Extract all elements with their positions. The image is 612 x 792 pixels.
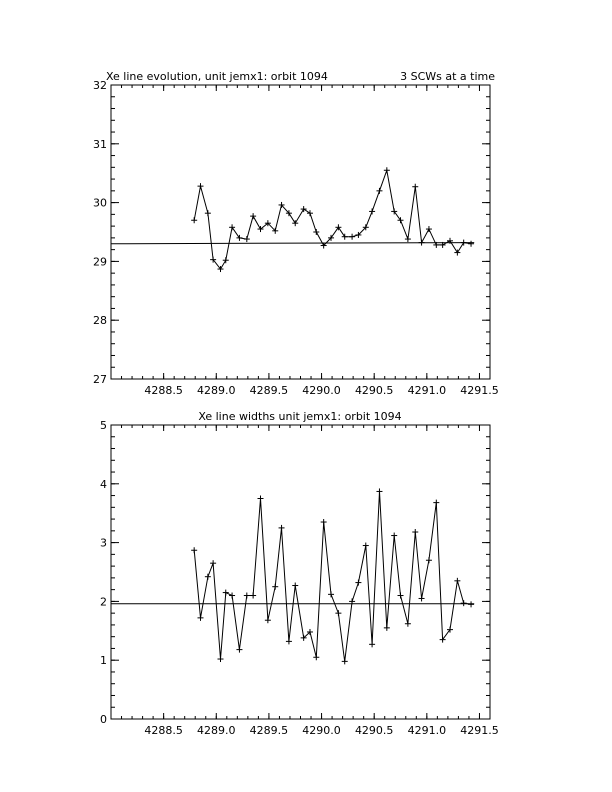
data-point-marker <box>313 229 319 235</box>
x-tick-label: 4291.0 <box>407 724 447 737</box>
data-point-marker <box>376 188 382 194</box>
data-point-marker <box>342 658 348 664</box>
data-point-marker <box>376 488 382 494</box>
data-point-marker <box>461 600 467 606</box>
tick-labels <box>93 79 499 397</box>
data-point-marker <box>307 210 313 216</box>
data-point-marker <box>349 234 355 240</box>
x-tick-label: 4290.5 <box>354 724 394 737</box>
x-tick-label: 4289.5 <box>249 724 289 737</box>
data-point-marker <box>454 578 460 584</box>
data-point-marker <box>355 580 361 586</box>
data-point-marker <box>250 213 256 219</box>
data-point-marker <box>412 184 418 190</box>
x-tick-label: 4291.5 <box>460 724 499 737</box>
data-point-marker <box>412 529 418 535</box>
data-point-marker <box>217 656 223 662</box>
data-point-marker <box>197 183 203 189</box>
y-tick-label: 1 <box>100 654 107 668</box>
y-tick-label: 5 <box>100 419 107 432</box>
y-tick-label: 4 <box>100 477 107 491</box>
x-tick-label: 4290.5 <box>354 384 394 397</box>
x-tick-label: 4289.0 <box>197 384 236 397</box>
data-point-marker <box>419 240 425 246</box>
data-point-marker <box>244 236 250 242</box>
y-tick-label: 31 <box>93 137 107 151</box>
data-point-marker <box>265 617 271 623</box>
x-tick-label: 4288.5 <box>144 384 183 397</box>
data-point-marker <box>210 560 216 566</box>
x-tick-label: 4288.5 <box>144 724 183 737</box>
axis-ticks <box>111 85 490 379</box>
x-tick-label: 4291.5 <box>460 384 499 397</box>
y-tick-label: 2 <box>100 595 107 609</box>
x-tick-label: 4290.0 <box>302 384 341 397</box>
data-markers <box>191 488 474 664</box>
plot-frame <box>111 85 490 379</box>
data-point-marker <box>461 240 467 246</box>
data-point-marker <box>191 547 197 553</box>
data-point-marker <box>197 615 203 621</box>
data-point-marker <box>301 206 307 212</box>
data-point-marker <box>335 224 341 230</box>
y-tick-label: 3 <box>100 536 107 550</box>
chart-title-right: 3 SCWs at a time <box>400 70 495 83</box>
data-point-marker <box>244 593 250 599</box>
data-point-marker <box>363 543 369 549</box>
data-point-marker <box>286 638 292 644</box>
data-point-marker <box>191 217 197 223</box>
data-point-marker <box>405 236 411 242</box>
data-point-marker <box>468 241 474 247</box>
xe-line-evolution-chart <box>93 70 499 397</box>
y-tick-label: 30 <box>93 196 107 210</box>
data-point-marker <box>321 519 327 525</box>
data-point-marker <box>292 220 298 226</box>
data-point-marker <box>391 533 397 539</box>
data-point-marker <box>250 593 256 599</box>
xe-line-widths-chart <box>100 410 499 737</box>
data-point-marker <box>223 257 229 263</box>
y-tick-label: 32 <box>93 79 107 92</box>
data-point-marker <box>369 208 375 214</box>
data-point-marker <box>342 234 348 240</box>
data-point-marker <box>236 647 242 653</box>
data-point-marker <box>279 525 285 531</box>
series-line <box>194 491 471 661</box>
data-point-marker <box>229 224 235 230</box>
data-point-marker <box>205 574 211 580</box>
data-point-marker <box>313 654 319 660</box>
data-point-marker <box>205 210 211 216</box>
x-tick-label: 4290.0 <box>302 724 341 737</box>
y-tick-label: 0 <box>100 713 107 726</box>
data-point-marker <box>419 595 425 601</box>
data-point-marker <box>468 601 474 607</box>
tick-labels <box>100 419 499 737</box>
data-point-marker <box>398 593 404 599</box>
data-point-marker <box>426 557 432 563</box>
x-tick-label: 4291.0 <box>407 384 447 397</box>
y-tick-label: 28 <box>93 314 107 328</box>
data-markers <box>191 167 474 272</box>
data-point-marker <box>433 500 439 506</box>
data-point-marker <box>454 250 460 256</box>
y-tick-label: 27 <box>93 373 107 386</box>
data-point-marker <box>426 226 432 232</box>
data-point-marker <box>223 590 229 596</box>
axis-ticks <box>111 425 490 719</box>
data-point-marker <box>384 167 390 173</box>
data-point-marker <box>384 625 390 631</box>
x-tick-label: 4289.5 <box>249 384 289 397</box>
data-point-marker <box>272 584 278 590</box>
plot-frame <box>111 425 490 719</box>
chart-title: Xe line widths unit jemx1: orbit 1094 <box>198 410 402 423</box>
chart-title-left: Xe line evolution, unit jemx1: orbit 1094 <box>106 70 328 83</box>
data-point-marker <box>369 641 375 647</box>
data-point-marker <box>328 591 334 597</box>
data-point-marker <box>335 610 341 616</box>
y-tick-label: 29 <box>93 255 107 269</box>
data-point-marker <box>405 621 411 627</box>
data-point-marker <box>292 583 298 589</box>
x-tick-label: 4289.0 <box>197 724 236 737</box>
data-point-marker <box>257 496 263 502</box>
data-point-marker <box>229 593 235 599</box>
series-line <box>194 170 471 269</box>
